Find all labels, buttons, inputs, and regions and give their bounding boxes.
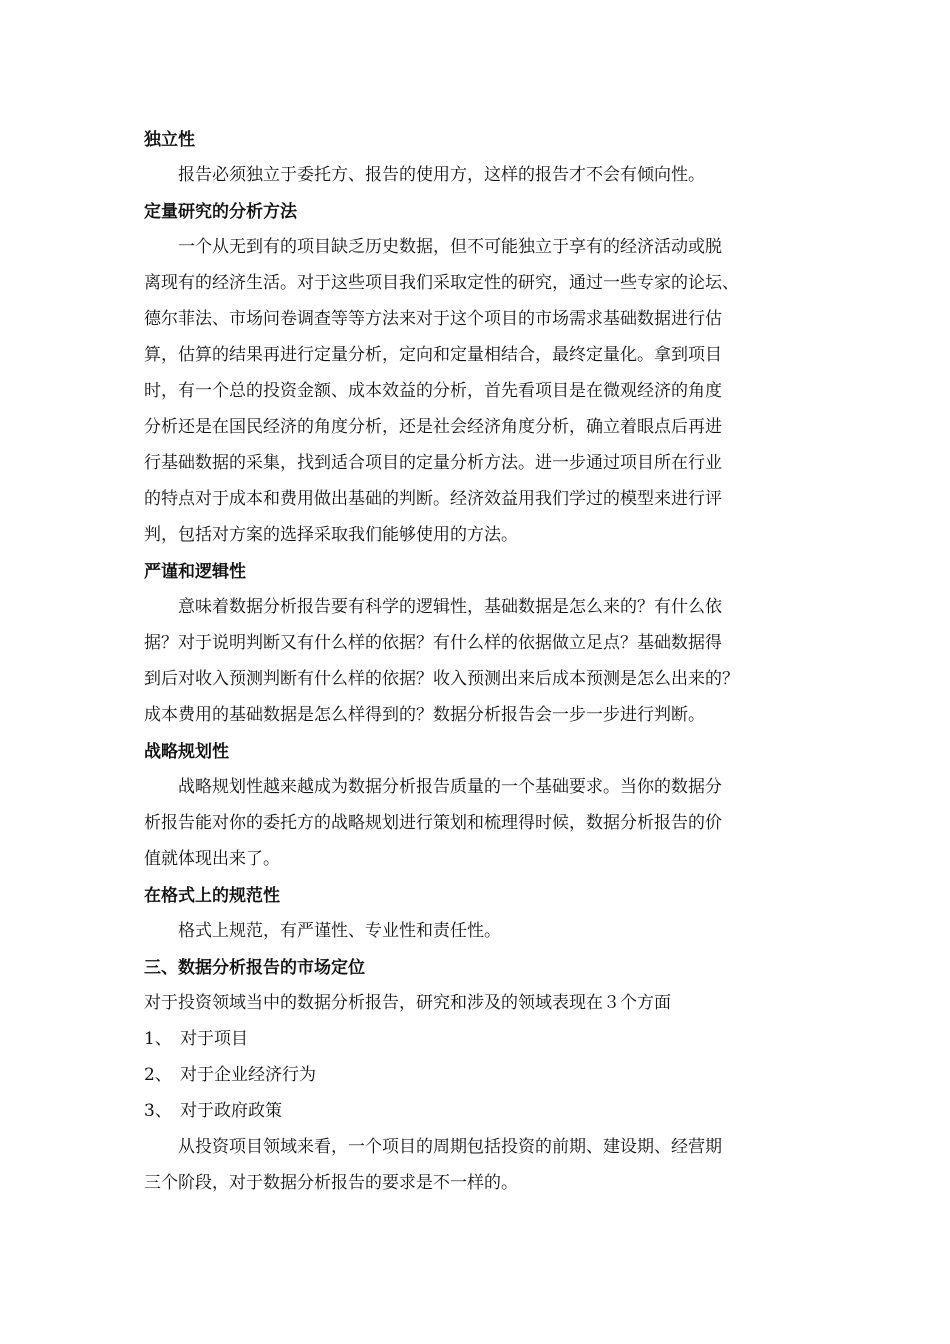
paragraph-line: 判，包括对方案的选择采取我们能够使用的方法。 [144, 525, 518, 545]
paragraph-line: 战略规划性越来越成为数据分析报告质量的一个基础要求。当你的数据分 [178, 777, 722, 797]
list-number: 3、 [144, 1101, 172, 1121]
paragraph-line: 报告必须独立于委托方、报告的使用方，这样的报告才不会有倾向性。 [178, 165, 705, 185]
section-heading-independence: 独立性 [144, 130, 195, 150]
paragraph-line: 的特点对于成本和费用做出基础的判断。经济效益用我们学过的模型来进行评 [144, 489, 722, 509]
list-item [144, 1057, 814, 1093]
section-heading-quantitative-methods: 定量研究的分析方法 [144, 202, 297, 222]
paragraph-line: 离现有的经济生活。对于这些项目我们采取定性的研究，通过一些专家的论坛、 [144, 273, 739, 293]
market-closing-paragraph [144, 1129, 814, 1201]
list-text: 对于政府政策 [180, 1101, 282, 1121]
paragraph-line: 到后对收入预测判断有什么样的依据？收入预测出来后成本预测是怎么出来的？ [144, 669, 739, 689]
section-paragraph-rigor-logic [144, 589, 814, 733]
paragraph-line: 一个从无到有的项目缺乏历史数据，但不可能独立于享有的经济活动或脱 [178, 237, 722, 257]
list-number: 2、 [144, 1065, 172, 1085]
paragraph-line: 意味着数据分析报告要有科学的逻辑性，基础数据是怎么来的？有什么依 [178, 597, 722, 617]
list-number: 1、 [144, 1029, 172, 1049]
paragraph-line: 算，估算的结果再进行定量分析，定向和定量相结合，最终定量化。拿到项目 [144, 345, 722, 365]
section-heading-market-positioning: 三、数据分析报告的市场定位 [144, 958, 365, 978]
paragraph-line: 行基础数据的采集，找到适合项目的定量分析方法。进一步通过项目所在行业 [144, 453, 722, 473]
section-heading-rigor-logic: 严谨和逻辑性 [144, 562, 246, 582]
paragraph-line: 三个阶段，对于数据分析报告的要求是不一样的。 [144, 1173, 518, 1193]
section-heading-strategic-planning: 战略规划性 [144, 742, 229, 762]
paragraph-line: 格式上规范，有严谨性、专业性和责任性。 [178, 921, 501, 941]
paragraph-line: 时，有一个总的投资金额、成本效益的分析，首先看项目是在微观经济的角度 [144, 381, 722, 401]
list-text: 对于企业经济行为 [180, 1065, 316, 1085]
list-text: 对于项目 [180, 1029, 248, 1049]
paragraph-line: 成本费用的基础数据是怎么样得到的？数据分析报告会一步一步进行判断。 [144, 705, 705, 725]
section-paragraph-strategic-planning [144, 769, 814, 877]
paragraph-line: 值就体现出来了。 [144, 849, 280, 869]
paragraph-line: 据？对于说明判断又有什么样的依据？有什么样的依据做立足点？基础数据得 [144, 633, 722, 653]
paragraph-line: 德尔菲法、市场问卷调查等等方法来对于这个项目的市场需求基础数据进行估 [144, 309, 722, 329]
section-paragraph-quantitative-methods [144, 229, 814, 553]
list-item [144, 1021, 814, 1057]
list-item [144, 1093, 814, 1129]
section-paragraph-format-standard [144, 913, 814, 949]
paragraph-line: 从投资项目领域来看，一个项目的周期包括投资的前期、建设期、经营期 [178, 1137, 722, 1157]
section-paragraph-independence [144, 157, 814, 193]
market-intro: 对于投资领域当中的数据分析报告，研究和涉及的领域表现在３个方面 [144, 993, 671, 1013]
document-body [144, 121, 814, 1201]
paragraph-line: 分析还是在国民经济的角度分析，还是社会经济角度分析，确立着眼点后再进 [144, 417, 722, 437]
paragraph-line: 析报告能对你的委托方的战略规划进行策划和梳理得时候，数据分析报告的价 [144, 813, 722, 833]
section-heading-format-standard: 在格式上的规范性 [144, 886, 280, 906]
